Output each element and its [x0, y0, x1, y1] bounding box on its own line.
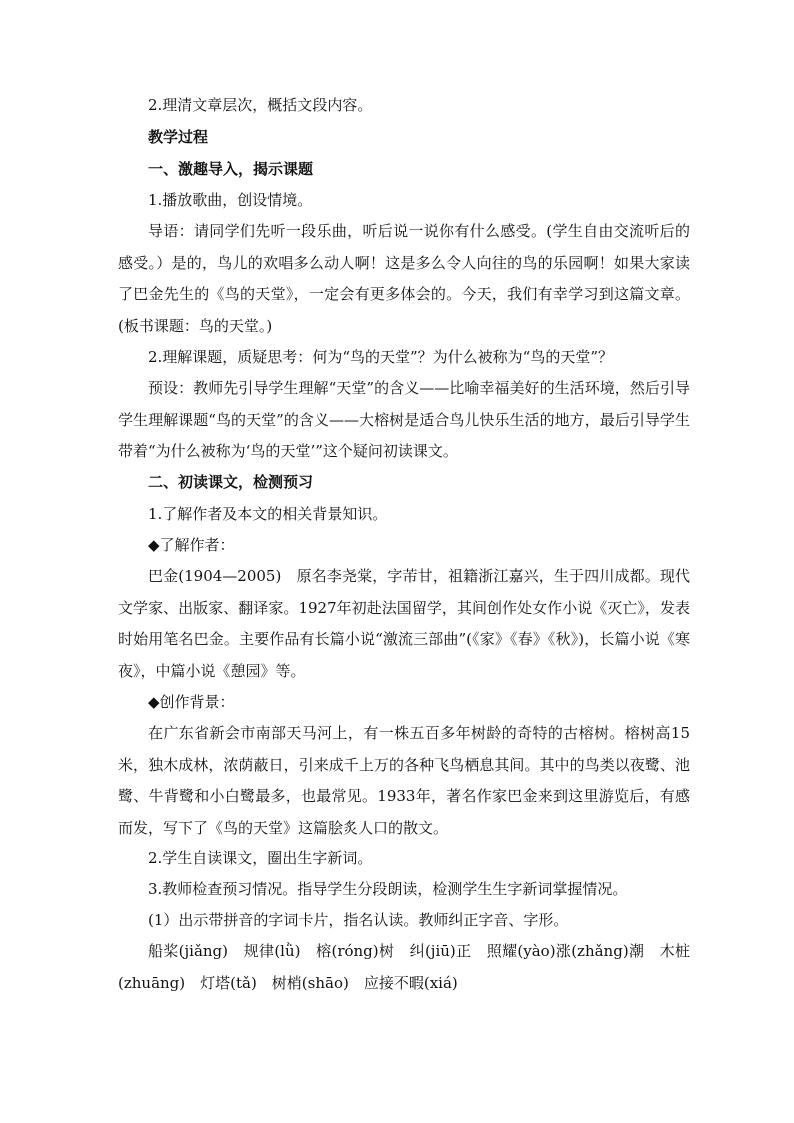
section-2-item-1: 1.了解作者及本文的相关背景知识。: [148, 505, 388, 523]
teaching-goal-2: 2.理清文章层次，概括文段内容。: [148, 96, 373, 114]
background-paragraph: 在广东省新会市南部天马河上，有一株五百多年树龄的奇特的古榕树。榕树高15米，独木成林，浓荫蔽日，引来成千上万的各种飞鸟栖息其间。其中的鸟类以夜鹭、池鹭、牛背鹭和小白鹭最多，也最常见。1933年，著名作家巴金来到这里游览后，有感而发，写下了《鸟的天堂》这篇脍炙人口的散文。: [118, 724, 690, 837]
author-label: ◆了解作者：: [148, 536, 235, 554]
section-1-heading: 一、激趣导入，揭示课题: [148, 160, 314, 178]
author-paragraph: 巴金(1904—2005) 原名李尧棠，字芾甘，祖籍浙江嘉兴，生于四川成都。现代文学家、出版家、翻译家。1927年初赴法国留学，其间创作处女作小说《灭亡》，发表时始用笔名巴金。主要作品有长篇小说“激流三部曲”(《家》《春》《秋》)，长篇小说《寒夜》，中篇小说《憩园》等。: [118, 567, 690, 680]
section-1-guide-paragraph: 导语：请同学们先听一段乐曲，听后说一说你有什么感受。(学生自由交流听后的感受。）是的，鸟儿的欢唱多么动人啊！这是多么令人向往的鸟的乐园啊！如果大家读了巴金先生的《鸟的天堂》，一定会有更多体会的。今天，我们有幸学习到这篇文章。(板书课题：鸟的天堂。): [118, 222, 690, 335]
section-2-heading: 二、初读课文，检测预习: [148, 473, 314, 491]
section-1-item-2: 2.理解课题，质疑思考：何为“鸟的天堂”？为什么被称为“鸟的天堂”？: [148, 348, 613, 366]
section-2-sub-1: (1）出示带拼音的字词卡片，指名认读。教师纠正字音、字形。: [148, 911, 569, 929]
section-1-item-1: 1.播放歌曲，创设情境。: [148, 191, 313, 209]
section-1-preset-paragraph: 预设：教师先引导学生理解“天堂”的含义——比喻幸福美好的生活环境，然后引导学生理解课题“鸟的天堂”的含义——大榕树是适合鸟儿快乐生活的地方，最后引导学生带着“为什么被称为‘鸟的天堂’”这个疑问初读课文。: [118, 379, 690, 460]
section-2-item-3: 3.教师检查预习情况。指导学生分段朗读，检测学生生字新词掌握情况。: [148, 880, 628, 898]
teaching-process-heading: 教学过程: [148, 128, 209, 146]
vocabulary-list: 船桨(jiǎng) 规律(lǜ) 榕(róng)树 纠(jiū)正 照耀(yào)涨(zhǎng)潮 木桩(zhuāng) 灯塔(tǎ) 树梢(shāo) 应接不暇(xiá): [118, 942, 690, 992]
section-2-item-2: 2.学生自读课文，圈出生字新词。: [148, 849, 373, 867]
background-label: ◆创作背景：: [148, 693, 235, 711]
